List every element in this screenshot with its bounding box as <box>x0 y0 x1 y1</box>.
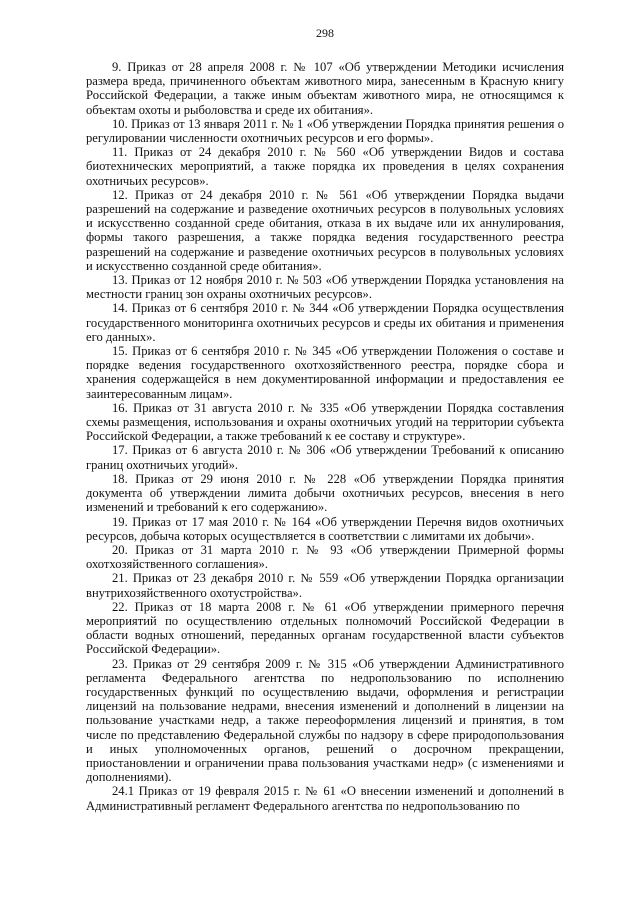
list-item: 19. Приказ от 17 мая 2010 г. № 164 «Об утверждении Перечня видов охотничьих ресурсов, добыча которых осуществляется в соответствии с лимитами их добычи». <box>86 514 564 543</box>
list-item: 18. Приказ от 29 июня 2010 г. № 228 «Об утверждении Порядка принятия документа об утверждении лимита добычи охотничьих ресурсов, внесения в него изменений и требований к его содержанию». <box>86 471 564 515</box>
list-item: 13. Приказ от 12 ноября 2010 г. № 503 «Об утверждении Порядка установления на местности границ зон охраны охотничьих ресурсов». <box>86 273 564 302</box>
list-item: 24.1 Приказ от 19 февраля 2015 г. № 61 «О внесении изменений и дополнений в Административный регламент Федерального агентства по недропользованию по <box>86 784 564 813</box>
page-number: 298 <box>316 26 334 40</box>
list-item: 11. Приказ от 24 декабря 2010 г. № 560 «Об утверждении Видов и состава биотехнических мероприятий, а также порядка их проведения в целях сохранения охотничьих ресурсов». <box>86 145 564 188</box>
list-item: 14. Приказ от 6 сентября 2010 г. № 344 «Об утверждении Порядка осуществления государственного мониторинга охотничьих ресурсов и среды их обитания и применения его данных». <box>86 301 564 344</box>
order-list <box>86 60 564 813</box>
list-item: 16. Приказ от 31 августа 2010 г. № 335 «Об утверждении Порядка составления схемы размещения, использования и охраны охотничьих угодий на территории субъекта Российской Федерации, а также требований к ее составу и структуре». <box>86 400 564 444</box>
list-item: 17. Приказ от 6 августа 2010 г. № 306 «Об утверждении Требований к описанию границ охотничьих угодий». <box>86 443 564 472</box>
list-item: 22. Приказ от 18 марта 2008 г. № 61 «Об утверждении примерного перечня мероприятий по осуществлению отдельных полномочий Российской Федерации в области водных отношений, переданных органам государственной власти субъектов Российской Федерации». <box>86 599 564 657</box>
list-item: 21. Приказ от 23 декабря 2010 г. № 559 «Об утверждении Порядка организации внутрихозяйственного охотустройства». <box>86 571 564 600</box>
list-item: 15. Приказ от 6 сентября 2010 г. № 345 «Об утверждении Положения о составе и порядке ведения государственного охотхозяйственного реестра, порядке сбора и хранения содержащейся в нем документированной информации и предоставления ее заинтересованным лицам». <box>86 344 564 401</box>
list-item: 10. Приказ от 13 января 2011 г. № 1 «Об утверждении Порядка принятия решения о регулировании численности охотничьих ресурсов и его формы». <box>86 116 564 146</box>
list-item: 23. Приказ от 29 сентября 2009 г. № 315 «Об утверждении Административного регламента Федерального агентства по недропользованию по исполнению государственных функций по осуществлению выдачи, оформления и регистрации лицензий на пользование недрами, внесения изменений и дополнений в лицензии на пользование участками недр, а также переоформления лицензий и принятия, в том числе по представлению Федеральной службы по надзору в сфере природопользования и иных уполномоченных органов, решений о досрочном прекращении, приостановлении и ограничении права пользования участками недр» (с изменениями и дополнениями). <box>86 656 564 785</box>
list-item: 12. Приказ от 24 декабря 2010 г. № 561 «Об утверждении Порядка выдачи разрешений на содержание и разведение охотничьих ресурсов в полувольных условиях и искусственно созданной среде обитания, отказа в их выдаче или их аннулирования, формы такого разрешения, а также порядка ведения государственного реестра разрешений на содержание и разведение охотничьих ресурсов в полувольных условиях и искусственно созданной среде обитания». <box>86 187 564 273</box>
list-item: 9. Приказ от 28 апреля 2008 г. № 107 «Об утверждении Методики исчисления размера вреда, причиненного объектам животного мира, занесенным в Красную книгу Российской Федерации, а также иным объектам животного мира, не относящимся к объектам охоты и рыболовства и среде их обитания». <box>86 60 564 117</box>
list-item: 20. Приказ от 31 марта 2010 г. № 93 «Об утверждении Примерной формы охотхозяйственного соглашения». <box>86 542 564 572</box>
document-page <box>86 26 564 813</box>
